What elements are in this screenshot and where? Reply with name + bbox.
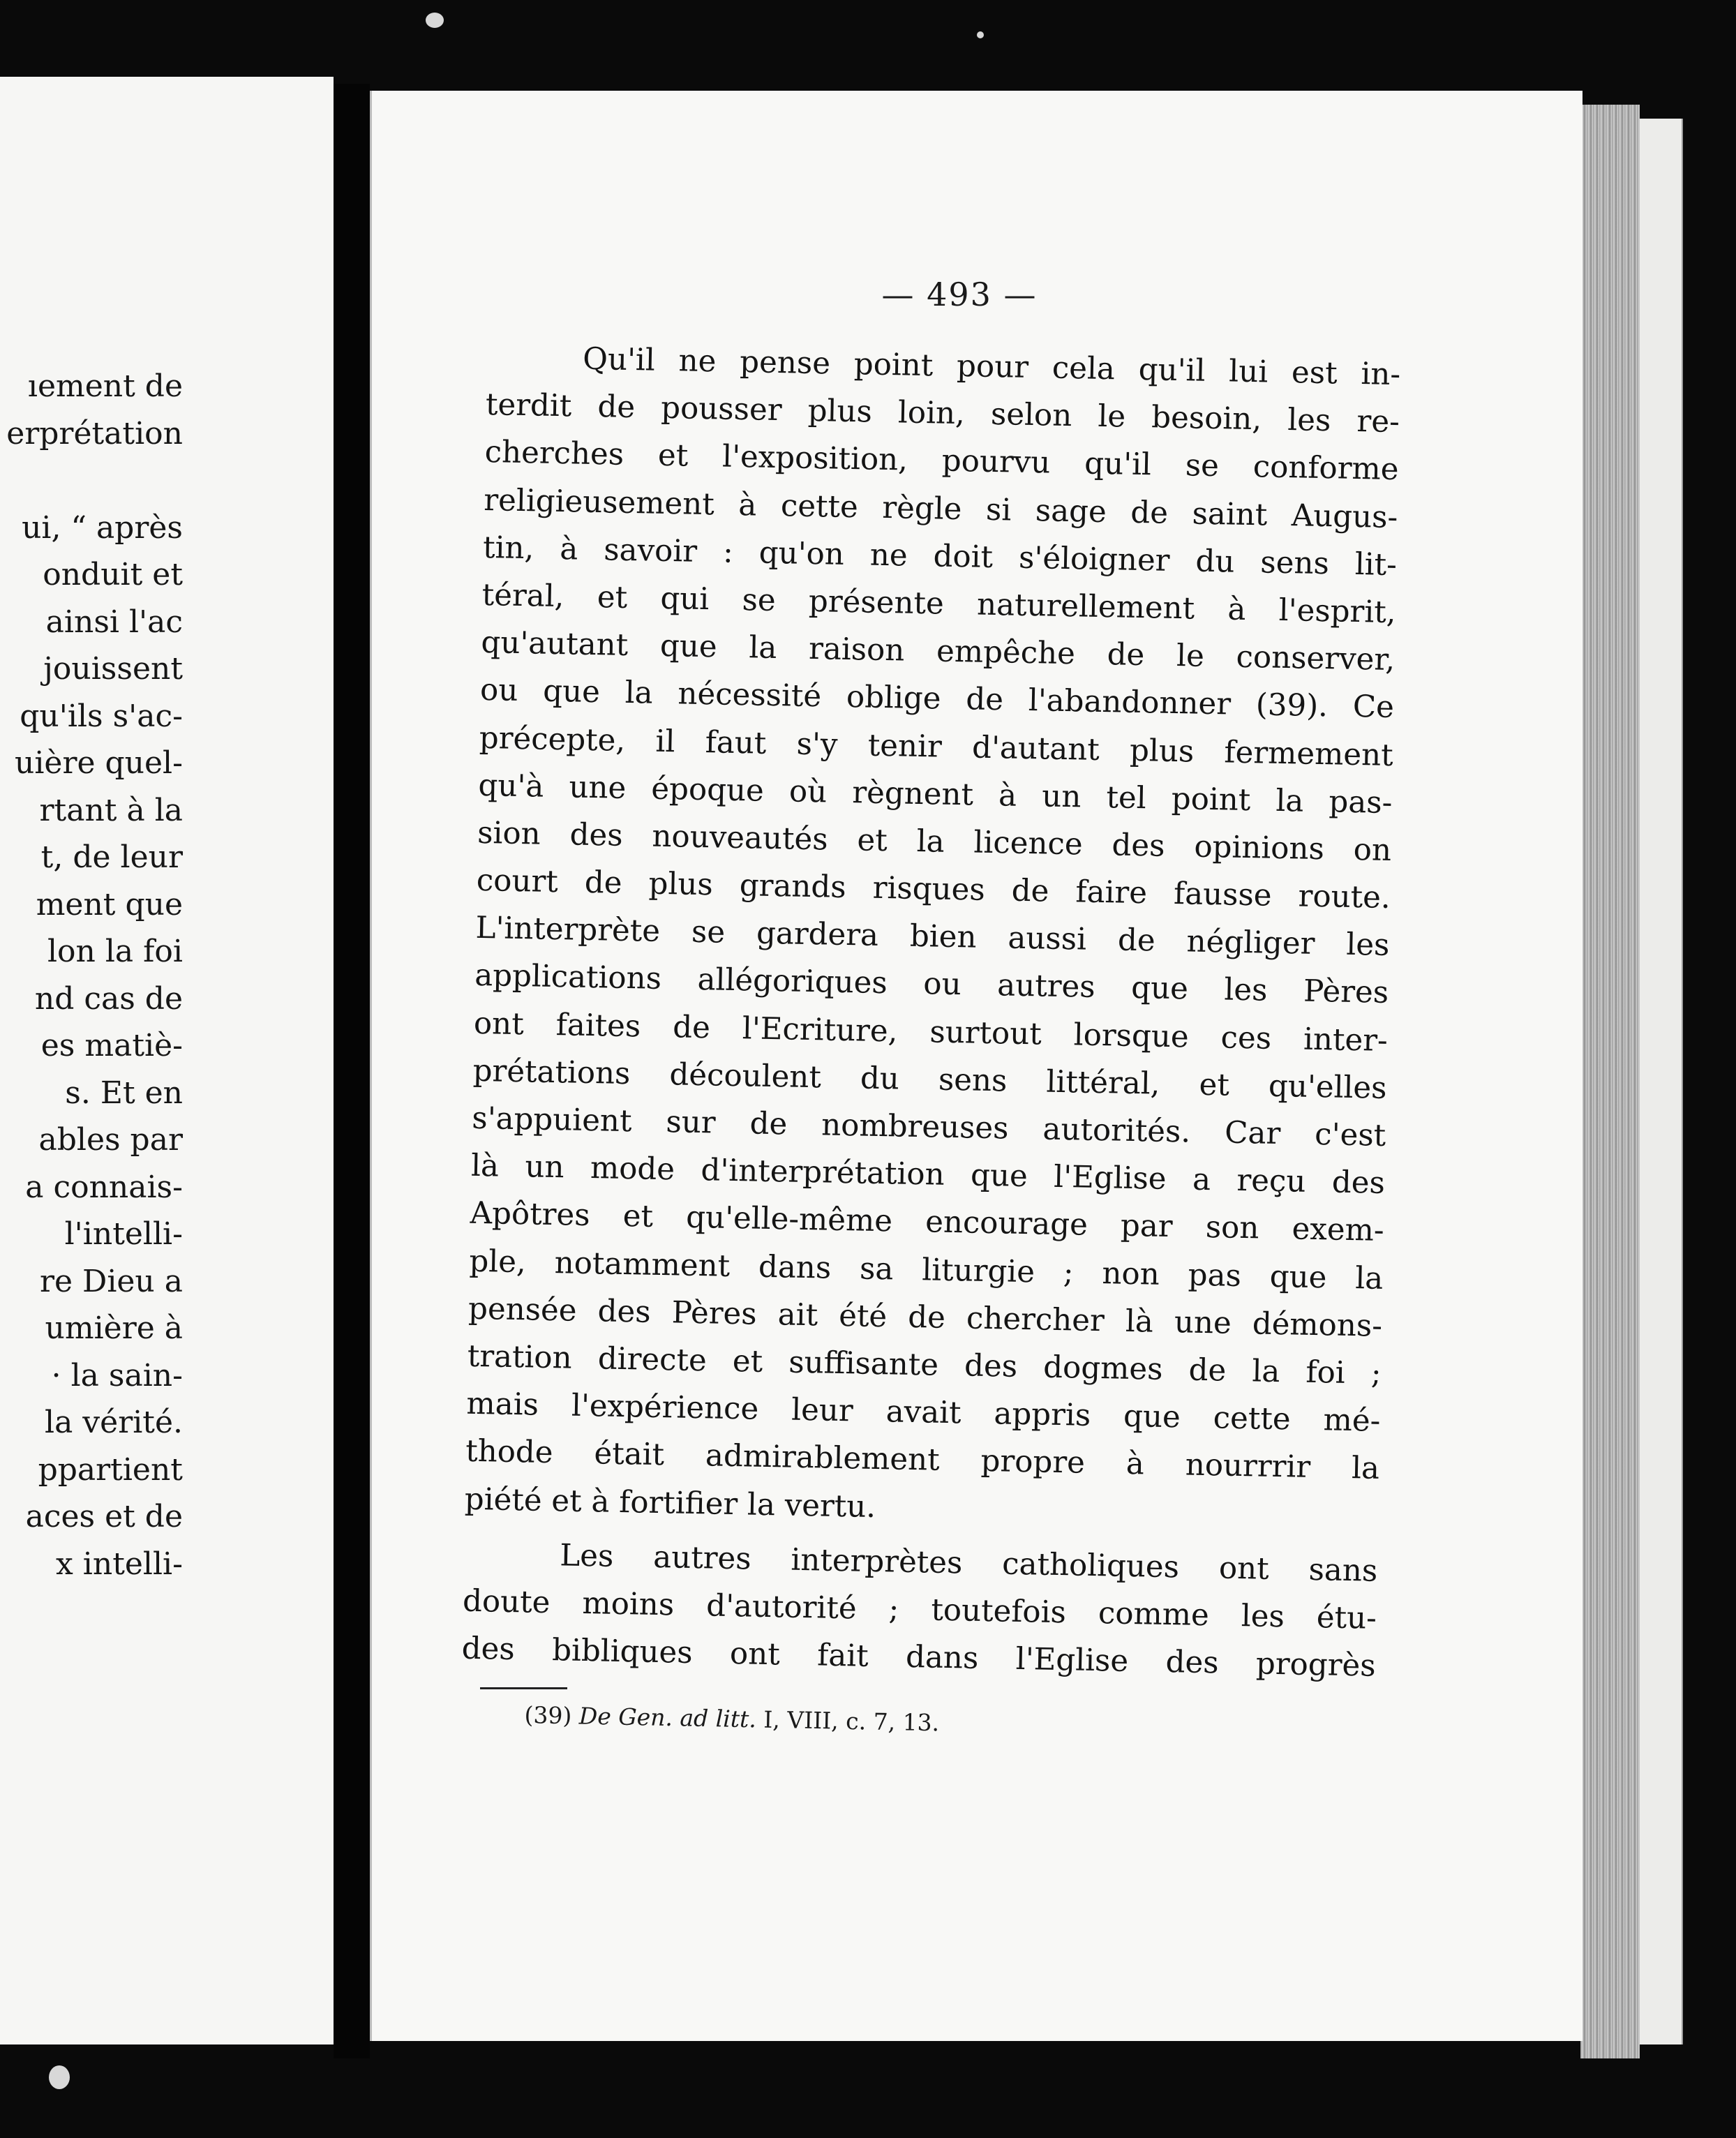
left-text-line: onduit et (43, 557, 183, 592)
footnote-rule (480, 1687, 567, 1689)
text-line: L'interprète se gardera bien aussi de négliger les (475, 911, 1390, 964)
left-text-line: jouissent (43, 651, 183, 687)
text-line: qu'autant que la raison empêche de le conserver, (481, 625, 1395, 678)
left-text-line: lon la foi (47, 934, 183, 969)
text-line: Apôtres et qu'elle-même encourage par son exem- (470, 1196, 1385, 1249)
text-line: ont faites de l'Ecriture, surtout lorsque ces inter- (473, 1006, 1389, 1059)
text-line: cherches et l'exposition, pourvu qu'il se conforme (484, 435, 1399, 488)
text-line: mais l'expérience leur avait appris que cette mé- (466, 1386, 1381, 1439)
text-line: tin, à savoir : qu'on ne doit s'éloigner du sens lit- (482, 530, 1398, 583)
page-number: — 493 — (881, 276, 1038, 313)
left-text-line: aces et de (25, 1499, 183, 1534)
left-text-line: erprétation (6, 415, 183, 451)
left-text-line: x intelli- (55, 1546, 183, 1582)
text-line: qu'à une époque où règnent à un tel point la pas- (478, 768, 1393, 821)
left-text-line: ment que (36, 886, 183, 922)
text-line: précepte, il faut s'y tenir d'autant plus fermement (479, 720, 1394, 773)
text-line: des bibliques ont fait dans l'Eglise des progrès (461, 1631, 1377, 1684)
left-text-line: rtant à la (39, 792, 183, 828)
left-text-line: la vérité. (45, 1405, 183, 1440)
back-cover (1640, 119, 1683, 2044)
text-line: là un mode d'interprétation que l'Eglise a reçu des (470, 1148, 1386, 1202)
footnote-reference: I, VIII, c. 7, 13. (763, 1705, 940, 1737)
text-line: pensée des Pères ait été de chercher là une démons- (467, 1291, 1383, 1344)
footnote-number: (39) (524, 1701, 572, 1730)
left-text-line: · la sain- (51, 1357, 183, 1393)
body-text (461, 334, 1401, 1690)
text-line: téral, et qui se présente naturellement à l'esprit, (481, 577, 1397, 631)
text-line: sion des nouveautés et la licence des opinions on (477, 815, 1392, 868)
left-text-line: umière à (45, 1310, 183, 1346)
left-text-line: ıement de (27, 368, 183, 404)
scan-speck (49, 2065, 70, 2089)
scan-speck (426, 13, 444, 28)
scan-speck (977, 31, 984, 38)
left-text-line: re Dieu a (39, 1263, 183, 1299)
left-text-line: t, de leur (40, 839, 183, 875)
text-line: s'appuient sur de nombreuses autorités. Car c'est (471, 1100, 1386, 1153)
left-text-line: ainsi l'ac (45, 604, 183, 640)
text-line: religieusement à cette règle si sage de saint Augus- (483, 482, 1398, 535)
text-line: prétations découlent du sens littéral, et qu'elles (472, 1053, 1387, 1106)
text-line: applications allégoriques ou autres que les Pères (474, 958, 1389, 1011)
text-line: ou que la nécessité oblige de l'abandonner (39). Ce (479, 673, 1395, 726)
text-line: terdit de pousser plus loin, selon le besoin, les re- (485, 387, 1400, 440)
left-text-line: s. Et en (65, 1075, 183, 1111)
page-edges (1580, 105, 1640, 2058)
text-line: court de plus grands risques de faire fausse route. (476, 862, 1391, 916)
text-line: Qu'il ne pense point pour cela qu'il lui est in- (582, 341, 1401, 393)
left-text-line: nd cas de (34, 980, 183, 1017)
book-gutter (334, 84, 370, 2058)
left-page-text (0, 363, 183, 1587)
left-text-line: l'intelli- (64, 1216, 183, 1252)
left-page (0, 77, 334, 2044)
left-text-line: uière quel- (15, 745, 183, 781)
left-text-line: a connais- (25, 1169, 183, 1205)
left-text-line (0, 457, 183, 504)
text-line: doute moins d'autorité ; toutefois comme les étu- (462, 1583, 1377, 1636)
text-line: piété et à fortifier la vertu. (464, 1481, 876, 1525)
text-line: Les autres interprètes catholiques ont sans (559, 1538, 1378, 1589)
left-text-line: ppartient (38, 1451, 183, 1488)
text-line: tration directe et suffisante des dogmes de la foi ; (467, 1338, 1382, 1391)
text-line: thode était admirablement propre à nourrrir la (465, 1434, 1380, 1487)
left-text-line: ables par (38, 1122, 183, 1158)
footnote-citation: De Gen. ad litt. (578, 1702, 757, 1733)
text-line: ple, notamment dans sa liturgie ; non pas que la (468, 1243, 1384, 1296)
left-text-line: es matiè- (40, 1028, 183, 1063)
left-text-line: qu'ils s'ac- (20, 698, 183, 734)
left-text-line: ui, “ après (22, 509, 183, 546)
